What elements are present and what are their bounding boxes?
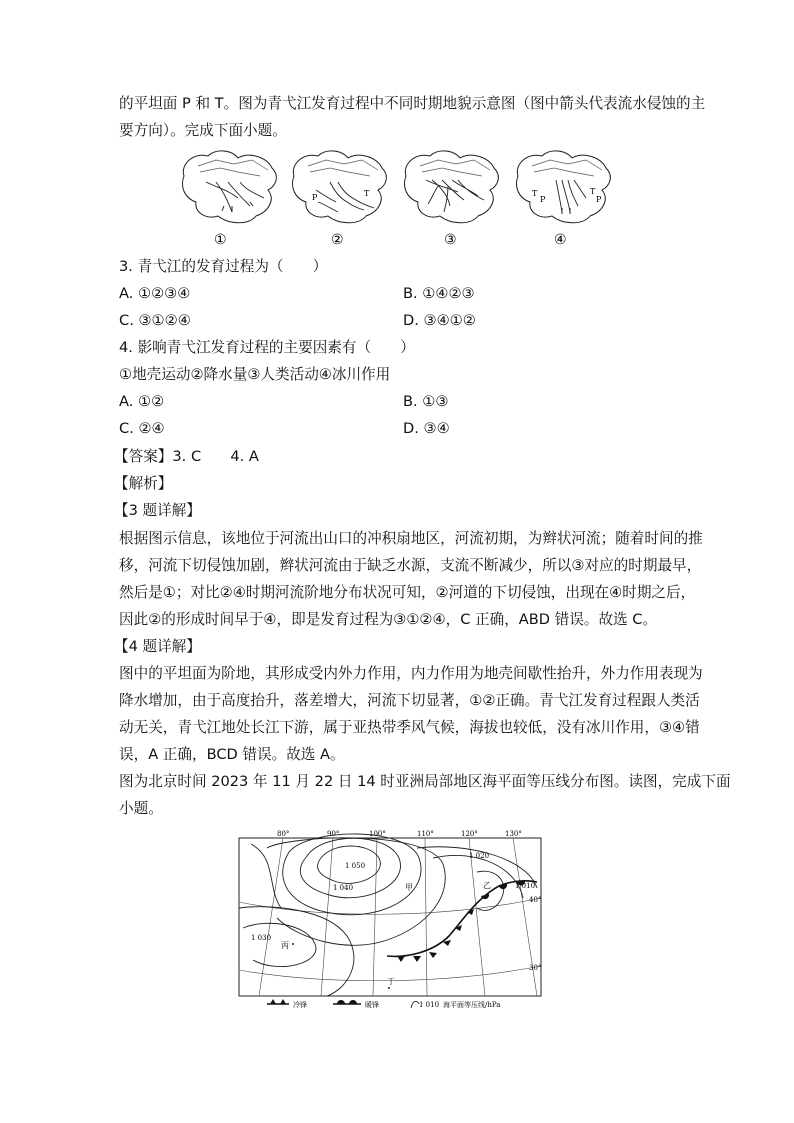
q4-detail-line: 误，A 正确，BCD 错误。故选 A。 [119, 746, 345, 763]
intro-line-1: 的平坦面 P 和 T。图为青弋江发育过程中不同时期地貌示意图（图中箭头代表流水侵蚀的主 [119, 95, 706, 112]
letter-p: P [540, 195, 546, 204]
legend-warm-front: 暖锋 [365, 1001, 379, 1009]
intro-line-2: 要方向）。完成下面小题。 [119, 122, 287, 139]
q4-option-c[interactable]: C. ②④ [119, 420, 165, 437]
q3-option-a[interactable]: A. ①②③④ [119, 285, 191, 302]
panel-2 [293, 151, 387, 223]
q4-detail-line: 图中的平坦面为阶地，其形成受内外力作用，内力作用为地壳间歇性抬升，外力作用表现为 [119, 665, 703, 682]
panel-label-2: ② [331, 232, 344, 248]
lat-label: 30° [529, 964, 542, 972]
q3-option-b[interactable]: B. ①④②③ [403, 285, 475, 302]
isobar-label: 1 020 [469, 852, 490, 860]
front-line [387, 881, 537, 957]
isobar-map-figure [237, 828, 543, 1010]
panel-4 [517, 151, 611, 223]
place-label: 丙 [281, 941, 289, 950]
letter-p: P [596, 195, 602, 204]
lon-label: 100° [369, 830, 386, 838]
letter-t: T [364, 189, 370, 198]
answer-line: 【答案】3. C 4. A [114, 448, 259, 465]
isobar-label: 1 040 [333, 884, 354, 892]
letter-p: P [312, 193, 318, 202]
panel-3 [405, 151, 499, 223]
q4-detail-title: 【4 题详解】 [114, 638, 201, 655]
q3-option-c[interactable]: C. ③①②④ [119, 312, 191, 329]
letter-t: T [532, 189, 538, 198]
q4-option-d[interactable]: D. ③④ [403, 420, 450, 437]
lon-label: 120° [461, 830, 478, 838]
q4-option-b[interactable]: B. ①③ [403, 393, 449, 410]
river-panels-svg [176, 146, 620, 250]
q4-items: ①地壳运动②降水量③人类活动④冰川作用 [119, 366, 391, 383]
legend-isobar-value: 1 010 [419, 1001, 440, 1009]
isobar-label: 1 050 [345, 862, 366, 870]
isobar-label: 1 030 [251, 934, 272, 942]
q3-detail-line: 因此②的形成时间早于④，即是发育过程为③①②④，C 正确，ABD 错误。故选 C。 [119, 611, 658, 628]
place-label: 丁 [387, 977, 395, 986]
next-intro-line-2: 小题。 [119, 800, 163, 817]
place-label: 乙 [483, 881, 491, 890]
next-intro-line-1: 图为北京时间 2023 年 11 月 22 日 14 时亚洲局部地区海平面等压线分布图。读图，完成下面 [119, 773, 731, 790]
lon-label: 110° [417, 830, 434, 838]
q4-detail-line: 降水增加，由于高度抬升，落差增大，河流下切显著，①②正确。青弋江发育过程跟人类活 [119, 692, 700, 709]
q3-stem: 3. 青弋江的发育过程为（ ） [119, 258, 328, 275]
panel-label-3: ③ [444, 232, 457, 248]
q3-detail-line: 移，河流下切侵蚀加剧，辫状河流由于缺乏水源，支流不断减少，所以③对应的时期最早， [119, 557, 702, 574]
q4-stem: 4. 影响青弋江发育过程的主要因素有（ ） [119, 339, 415, 356]
lon-label: 130° [505, 830, 522, 838]
legend-isobar-caption: 海平面等压线/hPa [443, 1001, 501, 1009]
isobar-label: 1 010 [515, 882, 536, 890]
analysis-title: 【解析】 [114, 475, 173, 492]
lon-label: 90° [327, 830, 340, 838]
q4-option-a[interactable]: A. ①② [119, 393, 165, 410]
place-label: 甲 [405, 883, 413, 892]
lat-label: 40° [529, 896, 542, 904]
q3-detail-line: 然后是①；对比②④时期河流阶地分布状况可知，②河道的下切侵蚀，出现在④时期之后， [119, 584, 696, 601]
q3-detail-line: 根据图示信息，该地位于河流出山口的冲积扇地区，河流初期，为辫状河流；随着时间的推 [119, 530, 703, 547]
panel-label-4: ④ [554, 232, 567, 248]
river-development-figure [176, 146, 620, 250]
panel-1 [183, 151, 277, 223]
lon-label: 80° [277, 830, 290, 838]
q4-detail-line: 动无关，青弋江地处长江下游，属于亚热带季风气候，海拔也较低，没有冰川作用，③④错 [119, 719, 700, 736]
q3-option-d[interactable]: D. ③④①② [403, 312, 476, 329]
legend-cold-front: 冷锋 [293, 1001, 307, 1009]
q3-detail-title: 【3 题详解】 [114, 502, 201, 519]
isobar-map-svg [237, 828, 543, 1010]
cold-front-triangles [397, 909, 474, 962]
panel-label-1: ① [214, 232, 227, 248]
letter-t: T [590, 187, 596, 196]
